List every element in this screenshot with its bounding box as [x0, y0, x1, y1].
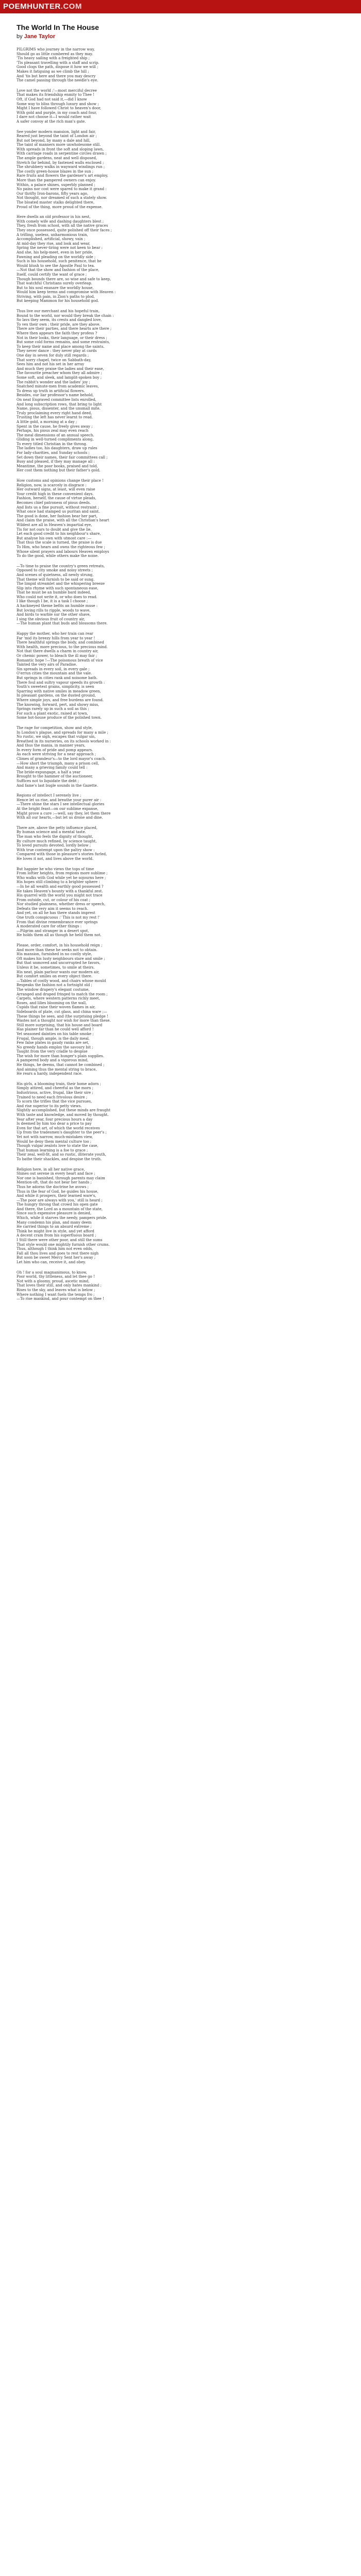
poem-line: Your credit high in these convenient days.: [17, 492, 94, 496]
poem-line: Some way to bliss through luxury and show ;: [17, 101, 99, 106]
poem-line: To dress up truth in artificial flowers.: [17, 388, 85, 393]
stanza: [17, 726, 336, 788]
stanza: [17, 130, 336, 210]
poem-line: The shrubbery walks in wayward windings run ;: [17, 165, 105, 170]
poem-line: Taught from the very cradle to despise: [17, 1049, 88, 1054]
poem-line: —To time to praise the country's green retreats,: [17, 564, 105, 568]
site-header: [0, 0, 361, 13]
poem-line: The limpid streamlet and the whispering breeze: [17, 582, 105, 586]
poem-line: And aiming thus the mental string to brace,: [17, 1067, 97, 1072]
poem-line: The bride-expungage, a half a year: [17, 770, 81, 774]
poem-line: That theme will furnish to be said or sung.: [17, 577, 95, 582]
poem-line: His mansion, furnished in no costly style,: [17, 952, 92, 957]
poem-line: Let him who can, receive it, and obey.: [17, 1260, 86, 1264]
poem-line: To every titled Christian in the throng.: [17, 442, 88, 446]
poem-line: Should go as little cumbered as they may.: [17, 52, 93, 56]
poem-line: Wildest are all in Heaven's impartial eye,: [17, 522, 92, 527]
poem-line: The knowing, forward, pert, and showy miss,: [17, 702, 100, 707]
poem-line: Love not the world ;'—most merciful decree: [17, 88, 97, 93]
poem-line: A hackneyed theme befits an humble muse :: [17, 604, 98, 608]
poem-line: See yonder modern mansion, light and fair,: [17, 129, 96, 134]
poem-body: [17, 47, 336, 1301]
poem-line: Romantic hope !—The poisonous breath of vice: [17, 658, 103, 663]
poem-line: Climes of grandeur's—to the lord mayor's coach.: [17, 757, 106, 761]
poem-line: I Still there were other poor, and still the sums: [17, 1238, 103, 1243]
poem-line: Hence let us rise, and breathe your purer air :: [17, 798, 102, 802]
poem-line: On neat Engraved committee lists enrolled,: [17, 397, 96, 402]
poem-line: But keeping Mammon for his household god.: [17, 299, 99, 303]
poem-line: Striving, with pain, in Zion's paths to plod,: [17, 294, 95, 299]
poem-line: Roses, and lilies blooming on the wall,: [17, 1001, 87, 1005]
poem-line: He rears a hardy, independent race.: [17, 1072, 83, 1076]
poem-author[interactable]: Jane Taylor: [24, 33, 56, 40]
poem-line: The wish for more than hunger's plain supplies.: [17, 1054, 104, 1058]
poem-line: The man who feels the dignity of thought,: [17, 834, 93, 839]
stanza: [17, 793, 336, 820]
poem-line: Youth's sweetest grains, simplicity, is seen: [17, 685, 94, 689]
poem-line: There healthful springs the body, and combined: [17, 640, 104, 645]
poem-line: The ladies too, his daughters, draw up rules: [17, 446, 97, 451]
poem-title: The World In The House: [17, 23, 99, 31]
poem-line: Oft, if God had not said it,—did I know: [17, 97, 87, 101]
poem-line: Accomplished, artificial, showy, vain ;: [17, 237, 86, 242]
poem-line: Where then appears the faith they profess ?: [17, 331, 97, 336]
poem-line: O'errun cities the mountain and the vale.: [17, 671, 92, 676]
poem-line: To scorn the trifles that the vice pursues,: [17, 1099, 92, 1104]
site-logo[interactable]: [3, 2, 82, 11]
poem-line: By culture much refined, by science taught,: [17, 839, 97, 843]
poem-line: 'Tis heavy sailing with a freighted ship ;: [17, 56, 90, 61]
poem-line: Fashion, herself, the cause of virtue pleads,: [17, 496, 96, 501]
poem-line: Where simple joys, and free burdens are found.: [17, 698, 104, 702]
stanza: [17, 47, 336, 83]
poem-line: Spring the never-tiring were not keen to bear :: [17, 246, 103, 250]
poem-line: Meantime, the poor books, praised and told,: [17, 464, 98, 468]
poem-line: But analyse his own with utmost care :—: [17, 536, 91, 540]
poem-line: Would he deny them mental culture too ;: [17, 1139, 92, 1144]
poem-line: He carried things to an absurd extreme ;: [17, 1225, 92, 1229]
poem-line: Not thought, nor dreamed of such a stately show.: [17, 196, 107, 200]
poem-line: Sideboards of plate, cut glass, and china ware ;—: [17, 1009, 107, 1014]
poem-line: A trifling, useless, unharmonious train,: [17, 232, 88, 237]
poem-line: Breathed in its nurseries, on its schools worked in :: [17, 739, 111, 743]
poem-line: And many a grieving family could tell :: [17, 766, 88, 770]
poem-line: A moderated care for other things :: [17, 924, 82, 929]
poem-line: No pains nor cost were spared to make it grand :: [17, 187, 107, 192]
stanza: [17, 1082, 336, 1162]
poem-line: To loved pursuits devoted, lordly below ;: [17, 843, 91, 848]
poem-line: The taint of manners more unwholesome still.: [17, 143, 101, 147]
poem-line: In every form of pride and pomp appears.: [17, 748, 93, 752]
poem-line: Busy and pleased, if they may manage all :: [17, 460, 95, 464]
poem-line: Within, a palace shines, superbly planned ;: [17, 182, 95, 187]
poem-line: Whose silent prayers and labours Heaven employs: [17, 549, 109, 554]
poem-line: They, fresh from school, with all the native graces: [17, 224, 108, 228]
poem-line: Defeats the very aim it seems to reach.: [17, 906, 89, 911]
poem-line: Industrious, active, frugal, like their sire ;: [17, 1091, 93, 1095]
poem-line: With gold and purple, in my coach and four,: [17, 110, 97, 115]
poem-line: Here dwells an old professor in his nest,: [17, 215, 91, 219]
poem-line: That makes its friendship enmity to Thee !: [17, 93, 94, 97]
poem-line: Fawning and pleading on the worldly side ;: [17, 255, 96, 259]
poem-line: With all our hearts,—but let us drone and dine.: [17, 816, 103, 820]
poem-line: Shines out serene in every heart and face ;: [17, 1172, 95, 1176]
stanza: [17, 1167, 336, 1265]
poem-line: Some soft, and sleek, and lamplit-spoken boy ;: [17, 375, 102, 380]
stanza: [17, 89, 336, 124]
poem-line: Still more surprising, that his house and board: [17, 1023, 103, 1027]
poem-line: Proud of the thing, more proud of the expense.: [17, 205, 103, 209]
poem-line: And yet, on all he has there stands imprest: [17, 911, 95, 916]
poem-line: Bespeaks the fashion not a fortnight old ;: [17, 983, 92, 988]
poem-line: A pampered body and a vigorous mind,: [17, 1058, 89, 1063]
poem-line: No greedy hands employ the savoury bit ;: [17, 1045, 93, 1049]
poem-line: And there, the Lord as a mountain of the state,: [17, 1207, 103, 1211]
poem-line: Slip into rhyme with such spontaneous ease,: [17, 586, 99, 590]
poem-line: Even for that art, of which the world receives: [17, 1126, 100, 1130]
poem-line: Sin spreads in every soil, in every gale ;: [17, 667, 90, 671]
poem-line: And claim the praise, with all the Christian's heart: [17, 518, 109, 523]
poem-line: But not beyond, by many a dale and hill,: [17, 138, 91, 143]
poem-line: That thus the scale is turned, the praise is due: [17, 540, 102, 545]
poem-line: Please, order, comfort, in his household reign ;: [17, 943, 103, 948]
poem-line: There are, above the petty influence placed,: [17, 825, 97, 830]
poem-line: And long subscription rows, that bring to light: [17, 402, 102, 406]
poem-line: And thus the mania, in manner years,: [17, 743, 86, 748]
poem-line: The window drapery's elegant costume,: [17, 987, 90, 992]
poem-line: The hungry throng that crowd his open gate: [17, 1202, 98, 1207]
poem-line: He takes Heaven's bounty with a thankful zest.: [17, 889, 103, 893]
poem-line: Suffices not to liquidate the debt ;: [17, 779, 79, 784]
poem-line: And much they praise the ladies and their ease,: [17, 366, 104, 371]
poem-line: His hopes still climbing to a brighter sphere :: [17, 880, 100, 885]
poem-line: 'Tis pleasant travelling with a staff and scrip.: [17, 60, 100, 65]
poem-line: Where nothing I want fuels the temps fro ;: [17, 1292, 95, 1297]
poem-line: Slightly accomplished, but these minds are fraught: [17, 1108, 110, 1113]
poem-line: His neat, plain parlour wants our modern air,: [17, 970, 100, 974]
poem-line: Let each good credit to his neighbour's share,: [17, 532, 101, 536]
poem-line: Would blush to see the Apostle Paul to tea.: [17, 263, 95, 268]
poem-line: For lady-charities, and Sunday schools ;: [17, 451, 90, 455]
poem-line: That style would one mightily furnish other crums.: [17, 1242, 110, 1247]
poem-line: So lavs they seem, its crests and dangled love,: [17, 318, 102, 323]
poem-line: Gliding in well-turned compliments along,: [17, 437, 94, 442]
stanza: [17, 215, 336, 303]
poem-line: Not in their looks, their language, or their dress ;: [17, 335, 107, 340]
poem-line: From loftier heights, from regions more sublime ;: [17, 871, 108, 876]
poem-line: Stretch far behind, by fastened walls enclosed ;: [17, 160, 104, 165]
poem-line: Religion here, in all her native grace,: [17, 1167, 85, 1172]
stanza: [17, 867, 336, 938]
poem-line: But soon be sweet Mercy Sent her's away ;: [17, 1256, 96, 1260]
poem-line: Rare fruits and flowers the gardener's art employ,: [17, 174, 108, 178]
poem-line: Or chemic power, to bleach the ill may fair ;: [17, 654, 97, 658]
poem-line: Set down their names, their fair committees call ;: [17, 455, 108, 460]
poem-line: That watchful Christians surely overleap.: [17, 281, 92, 286]
poem-line: The rage for competition, show and style,: [17, 725, 93, 730]
poem-line: Oft makes his lusty neighbours stare and smile ;: [17, 956, 105, 961]
poem-line: Simply attired, and cheerful as the morn ;: [17, 1086, 94, 1091]
byline-prefix: by: [17, 33, 23, 40]
poem-line: To keep their name and place among the saints.: [17, 344, 105, 349]
poem-line: The costly green-house blazes in the sun ;: [17, 169, 94, 174]
poem-line: Which, while it starves the needy, pampers pride.: [17, 1216, 107, 1221]
poem-line: Our thrifty Iron-barons, fifty years ago,: [17, 191, 89, 196]
poem-line: To Him, who hears and owns the righteous few ;: [17, 545, 105, 549]
poem-line: In London's plague, and spreads for many a mile ;: [17, 730, 108, 735]
poem-line: Cupids that raise their woven flames in air,: [17, 1005, 96, 1010]
poem-line: Trained to need each frivolous desire ;: [17, 1095, 88, 1099]
poem-line: And birds to warble sur the other shave,: [17, 613, 91, 617]
poem-line: PILGRIMS who journey in the narrow way,: [17, 47, 95, 52]
poem-line: Opposed to city smoke and noisy streets ;: [17, 568, 93, 573]
poem-line: —There shine the stars I see intellectual glories: [17, 802, 105, 807]
poem-line: But some cold forms remains, and some restraints,: [17, 340, 110, 345]
poem-line: Mention-oft, that do not bear her hands ;: [17, 1180, 92, 1185]
poem-line: Frugal, though ample, is the daily meal.: [17, 1036, 90, 1041]
poem-line: Itself, could certify the want of grace ;: [17, 272, 87, 277]
poem-line: Tis for not ours to doubt and give the lie.: [17, 527, 92, 532]
poem-line: To bathe their shackles, and despise the truth.: [17, 1157, 102, 1161]
poem-line: Not that there dwells a charm in country air,: [17, 649, 99, 654]
poem-line: Yet seasoned dainties on his table smoke ;: [17, 1031, 94, 1036]
poem-line: And more than these he seeks not to obtain.: [17, 947, 97, 952]
poem-line: From outside, cut, or colour of his coat ;: [17, 897, 91, 902]
poem-line: Fall all thou lives and goes to rest there nigh: [17, 1251, 99, 1256]
poem-line: At mid-day they rise, and look and wear,: [17, 241, 90, 246]
poem-line: Bound to the world, nor would they break the chain :: [17, 313, 114, 318]
poem-line: Far 'mid its breezy hills from year to year !: [17, 636, 95, 640]
poem-line: Good clogs the path, dispose it how we will ;: [17, 65, 99, 70]
poem-line: Compared with those in pleasure's stories furled,: [17, 852, 107, 857]
stanza: [17, 826, 336, 861]
poem-line: —How short the triumph, many a prison cell,: [17, 761, 100, 766]
poem-line: Has plainer far than he could well afford !: [17, 1027, 94, 1032]
stanza: [17, 943, 336, 1076]
poem-line: No rustic, we sigh, escapes that vulgar sin,: [17, 735, 96, 739]
poem-line: In pleasant gardens, on the dusted ground,: [17, 693, 96, 698]
poem-line: A safer convoy at the rich man's gate.: [17, 119, 86, 124]
poem-line: Nor one is banished, through parents may claim: [17, 1176, 105, 1180]
logo-text: POEMHUNTER: [3, 2, 61, 11]
poem-line: Think he might live in style, and yet afford: [17, 1229, 94, 1233]
poem-line: They never dance : they never play at cards: [17, 349, 97, 353]
poem-line: One day in seven for duly still regards ;: [17, 353, 89, 358]
poem-line: Name, pious, dissenter, and the unsmall mite.: [17, 406, 101, 411]
poem-line: That human learning is a foe to grace ;: [17, 1148, 88, 1153]
poem-line: At the bright feast—on our sublime expanse,: [17, 807, 99, 811]
poem-line: And rise superior to its petty views.: [17, 1104, 82, 1108]
poem-line: Reared just beyond the taint of London air ;: [17, 134, 97, 139]
poem-line: With health, more precious, to the precious mind.: [17, 645, 108, 649]
poem-line: As each were striving for a near approach ;: [17, 752, 96, 757]
poem-line: The meal dimensions of an annual speech.: [17, 433, 94, 437]
poem-line: Besides, our liar professor's name behold,: [17, 393, 94, 398]
poem-line: Though bounds there are, so wise and safe to keep,: [17, 277, 111, 281]
poem-line: —In he all wealth and earthly good possessed ?: [17, 884, 104, 889]
poem-line: Tainted the very airs of Paradise.: [17, 663, 77, 667]
poem-line: He holds them all as though he held them not.: [17, 933, 102, 938]
poem-line: Truly proclaiming every right hand deed,: [17, 411, 92, 415]
poem-line: —Tables of costly wood, and chairs whose mould: [17, 978, 106, 983]
poem-line: With carriage roads in serpentine circles drawn ;: [17, 151, 107, 156]
poem-line: For such a plant exotic, raised at town,: [17, 711, 88, 716]
poem-line: With spreads in front the soft and sloping lawn,: [17, 147, 104, 151]
poem-line: More than the pampered owners can enjoy.: [17, 178, 96, 183]
poem-line: Who could not write it, or who does to read.: [17, 595, 97, 599]
poem-line: By human science and a mental taste.: [17, 830, 86, 835]
poem-line: Springs rarely up in such a soil as this ;: [17, 707, 89, 711]
stanza: [17, 309, 336, 473]
poem-line: Snatched minute-men from academic leaves,: [17, 384, 99, 389]
poem-line: Their zeal, well-fit, and so rustic, illiterate youth,: [17, 1153, 106, 1157]
stanza: [17, 479, 336, 558]
poem-line: Though vulgar zealots love to state the case,: [17, 1144, 99, 1148]
logo-accent: .COM: [60, 2, 82, 11]
poem-line: The ample gardens, neat and well disposed,: [17, 156, 97, 161]
poem-line: Regions of intellect I serenely live ;: [17, 793, 81, 798]
poem-line: And fame's last bugle sounds in the Gazette.: [17, 783, 99, 788]
stanza: [17, 564, 336, 626]
poem-line: Unless it be, sometimes, to smile at theirs.: [17, 965, 95, 970]
poem-line: Wastes not a thought nor wish for more than these.: [17, 1019, 111, 1023]
poem-line: Rises to the sky, and leaves what is below ;: [17, 1287, 95, 1292]
poem-line: To vex their own ; their pride, are they above.: [17, 322, 101, 327]
poem-line: Might I have followed Christ to heaven's door,: [17, 106, 101, 111]
poem-line: And 'tis but here and there you may descry: [17, 74, 96, 78]
poem-line: He loves it not, and lives above the world.: [17, 856, 94, 861]
poem-line: And while it prospers, their learned ware's,: [17, 1194, 96, 1198]
poem-byline: [17, 33, 336, 40]
poem-line: But springs in cities rank and noisome bath.: [17, 675, 98, 680]
poem-line: Such is his household, such penitence, that he: [17, 259, 102, 264]
poem-line: They once possessed, quite polished off their faces ;: [17, 228, 112, 232]
poem-line: And scenes of quietness, all newly strung,: [17, 572, 94, 577]
poem-line: Many condemn his plan, and many deem: [17, 1220, 92, 1225]
poem-line: With true contempt upon the paltry show :: [17, 848, 95, 852]
poem-line: Since such expensive pleasure is denied,: [17, 1211, 92, 1216]
poem-line: I like though I be, it is a task I choose ;: [17, 599, 88, 604]
poem-line: Makes it fatiguing as we climb the hill ;: [17, 69, 89, 74]
poem-line: —The poor are always with you,' still is heard ;: [17, 1198, 103, 1202]
poem-line: Thus live our merchant and his hopeful train,: [17, 309, 100, 314]
poem-line: But loving rills to ripple, woods to wave,: [17, 608, 91, 613]
poem-line: Her cost them nothing but their father's gold.: [17, 468, 101, 473]
poem-line: Would him keep terms and compromise with Heaven :: [17, 290, 116, 295]
poem-line: His girls, a blooming train, their home adorn ;: [17, 1081, 101, 1086]
poem-line: Becomes chief patroness of pious deeds.: [17, 501, 91, 505]
poem-line: One truth conspicuous :' This is not my rest !': [17, 916, 100, 920]
poem-line: Sees him and not his set in her array: [17, 362, 85, 367]
poem-line: A decent cram from his superfluous board ;: [17, 1233, 96, 1238]
poem-line: The camel passing through the needle's eye.: [17, 78, 99, 83]
poem-line: The bloated master stalks delighted there,: [17, 200, 95, 205]
poem-line: From that divine remembrance ever springs: [17, 920, 98, 924]
poem-line: I sing the obvious fruit of country air,: [17, 617, 85, 621]
poem-line: Year after year, four precious hours a day: [17, 1117, 93, 1122]
poem-line: Her outward signs, at least, will even raise: [17, 487, 95, 492]
poem-line: Religion, now, is scarcely in disgrace :: [17, 483, 87, 487]
poem-line: With taste and knowledge, and moved by thought.: [17, 1113, 109, 1117]
poem-line: The favourite preacher whom they all admire ;: [17, 371, 102, 376]
poem-line: Happy the mother, who her train can rear: [17, 632, 93, 636]
poem-line: There are their parties, and there hearts are there ;: [17, 327, 112, 331]
poem-line: Oh ! for a soul magnanimous, to know,: [17, 1270, 87, 1275]
poem-line: But that unmoved and uncorrupted he favors,: [17, 961, 101, 965]
poem-line: That sorry chapel, twice on Sabbath-day,: [17, 358, 91, 362]
poem-line: That loves their still, and only hates mankind ;: [17, 1283, 102, 1288]
poem-line: But to his soul ensnare the worldly house,: [17, 285, 94, 290]
poem-line: Poor world, thy littleness, and let thee go !: [17, 1275, 95, 1279]
poem-line: Who walks with God while yet he sojourns here ;: [17, 875, 106, 880]
poem-line: Trusting the left has never learnt to read.: [17, 415, 93, 420]
poem-line: Is deemed by him too dear a price to pay: [17, 1122, 92, 1126]
poem-line: Thus in the fear of God, he guides his house,: [17, 1189, 99, 1194]
poem-content: [17, 23, 336, 1307]
poem-line: The rabbit's wonder and the ladies' joy ;: [17, 380, 90, 384]
poem-line: These things he sees, and (the surprising pledge !: [17, 1014, 108, 1019]
stanza: [17, 632, 336, 720]
poem-line: There foul and sultry vapour speeds its growth :: [17, 680, 105, 685]
poem-line: Carpets, where western patterns richly meet,: [17, 996, 100, 1001]
poem-line: —The human plant that buds and blossoms there.: [17, 621, 108, 626]
poem-line: Some hot-house produce of the polished town.: [17, 716, 102, 720]
poem-line: Nor studied plainness, whether dress or speech,: [17, 902, 106, 907]
poem-line: —Pilgrim and stranger in a desert spot,: [17, 928, 89, 933]
poem-line: But comfort smiles on every object there.: [17, 974, 93, 979]
poem-line: The good is done, her fashion bear her part,: [17, 514, 97, 518]
poem-line: Thus, although I think him not even odds,: [17, 1247, 93, 1251]
poem-line: Brought to the hammer of the auctioneer,: [17, 774, 93, 779]
stanza: [17, 1270, 336, 1301]
poem-line: Sparring with native smiles in meadow green,: [17, 689, 101, 693]
poem-line: Might prove a cure :—well, say they, let them there: [17, 811, 111, 816]
poem-line: To do the good, while others make the noise.: [17, 554, 99, 558]
poem-line: With comely wife and dashing daughters blest ;: [17, 219, 104, 224]
poem-line: And she, his help-meet, even in her pride,: [17, 250, 93, 255]
poem-line: Arranged and draped fringed to match the room ;: [17, 992, 108, 996]
poem-line: He things, he deems, that cannot be combined ;: [17, 1063, 105, 1067]
poem-line: Spent in the cause, he freely gives away ;: [17, 424, 93, 429]
poem-line: How customs and opinions change their place !: [17, 479, 104, 483]
poem-line: Thus he adorns the doctrine he avows ;: [17, 1184, 89, 1189]
poem-line: That he must be an humble bard indeed,: [17, 590, 91, 595]
poem-line: What once had stamped us puritan and saint.: [17, 510, 100, 514]
poem-line: Up from the tradesmen's daughter to the peer's ;: [17, 1130, 107, 1135]
poem-line: —Not that the show and fashion of the place,: [17, 268, 100, 273]
poem-line: Perhaps, his pious zeal may even reach: [17, 429, 89, 433]
poem-line: Yet not with narrow, much-mistaken view,: [17, 1134, 93, 1139]
poem-line: I dare not choose it—I would rather wait: [17, 115, 91, 120]
poem-line: —To rise mankind, and pour contempt on thee !: [17, 1297, 104, 1301]
poem-line: And lists us a fine pursuit, without restraint ;: [17, 505, 100, 510]
poem-line: His quarrel with the world you might not trace: [17, 893, 103, 898]
poem-line: A little gold, a morning at a day ;: [17, 419, 77, 424]
poem-line: But happier he who views the tops of time: [17, 867, 94, 871]
poem-line: Few false plates in gaudy ranks are set,: [17, 1041, 90, 1045]
poem-line: Not with a gloomy, proud, ascetic mind,: [17, 1279, 90, 1283]
